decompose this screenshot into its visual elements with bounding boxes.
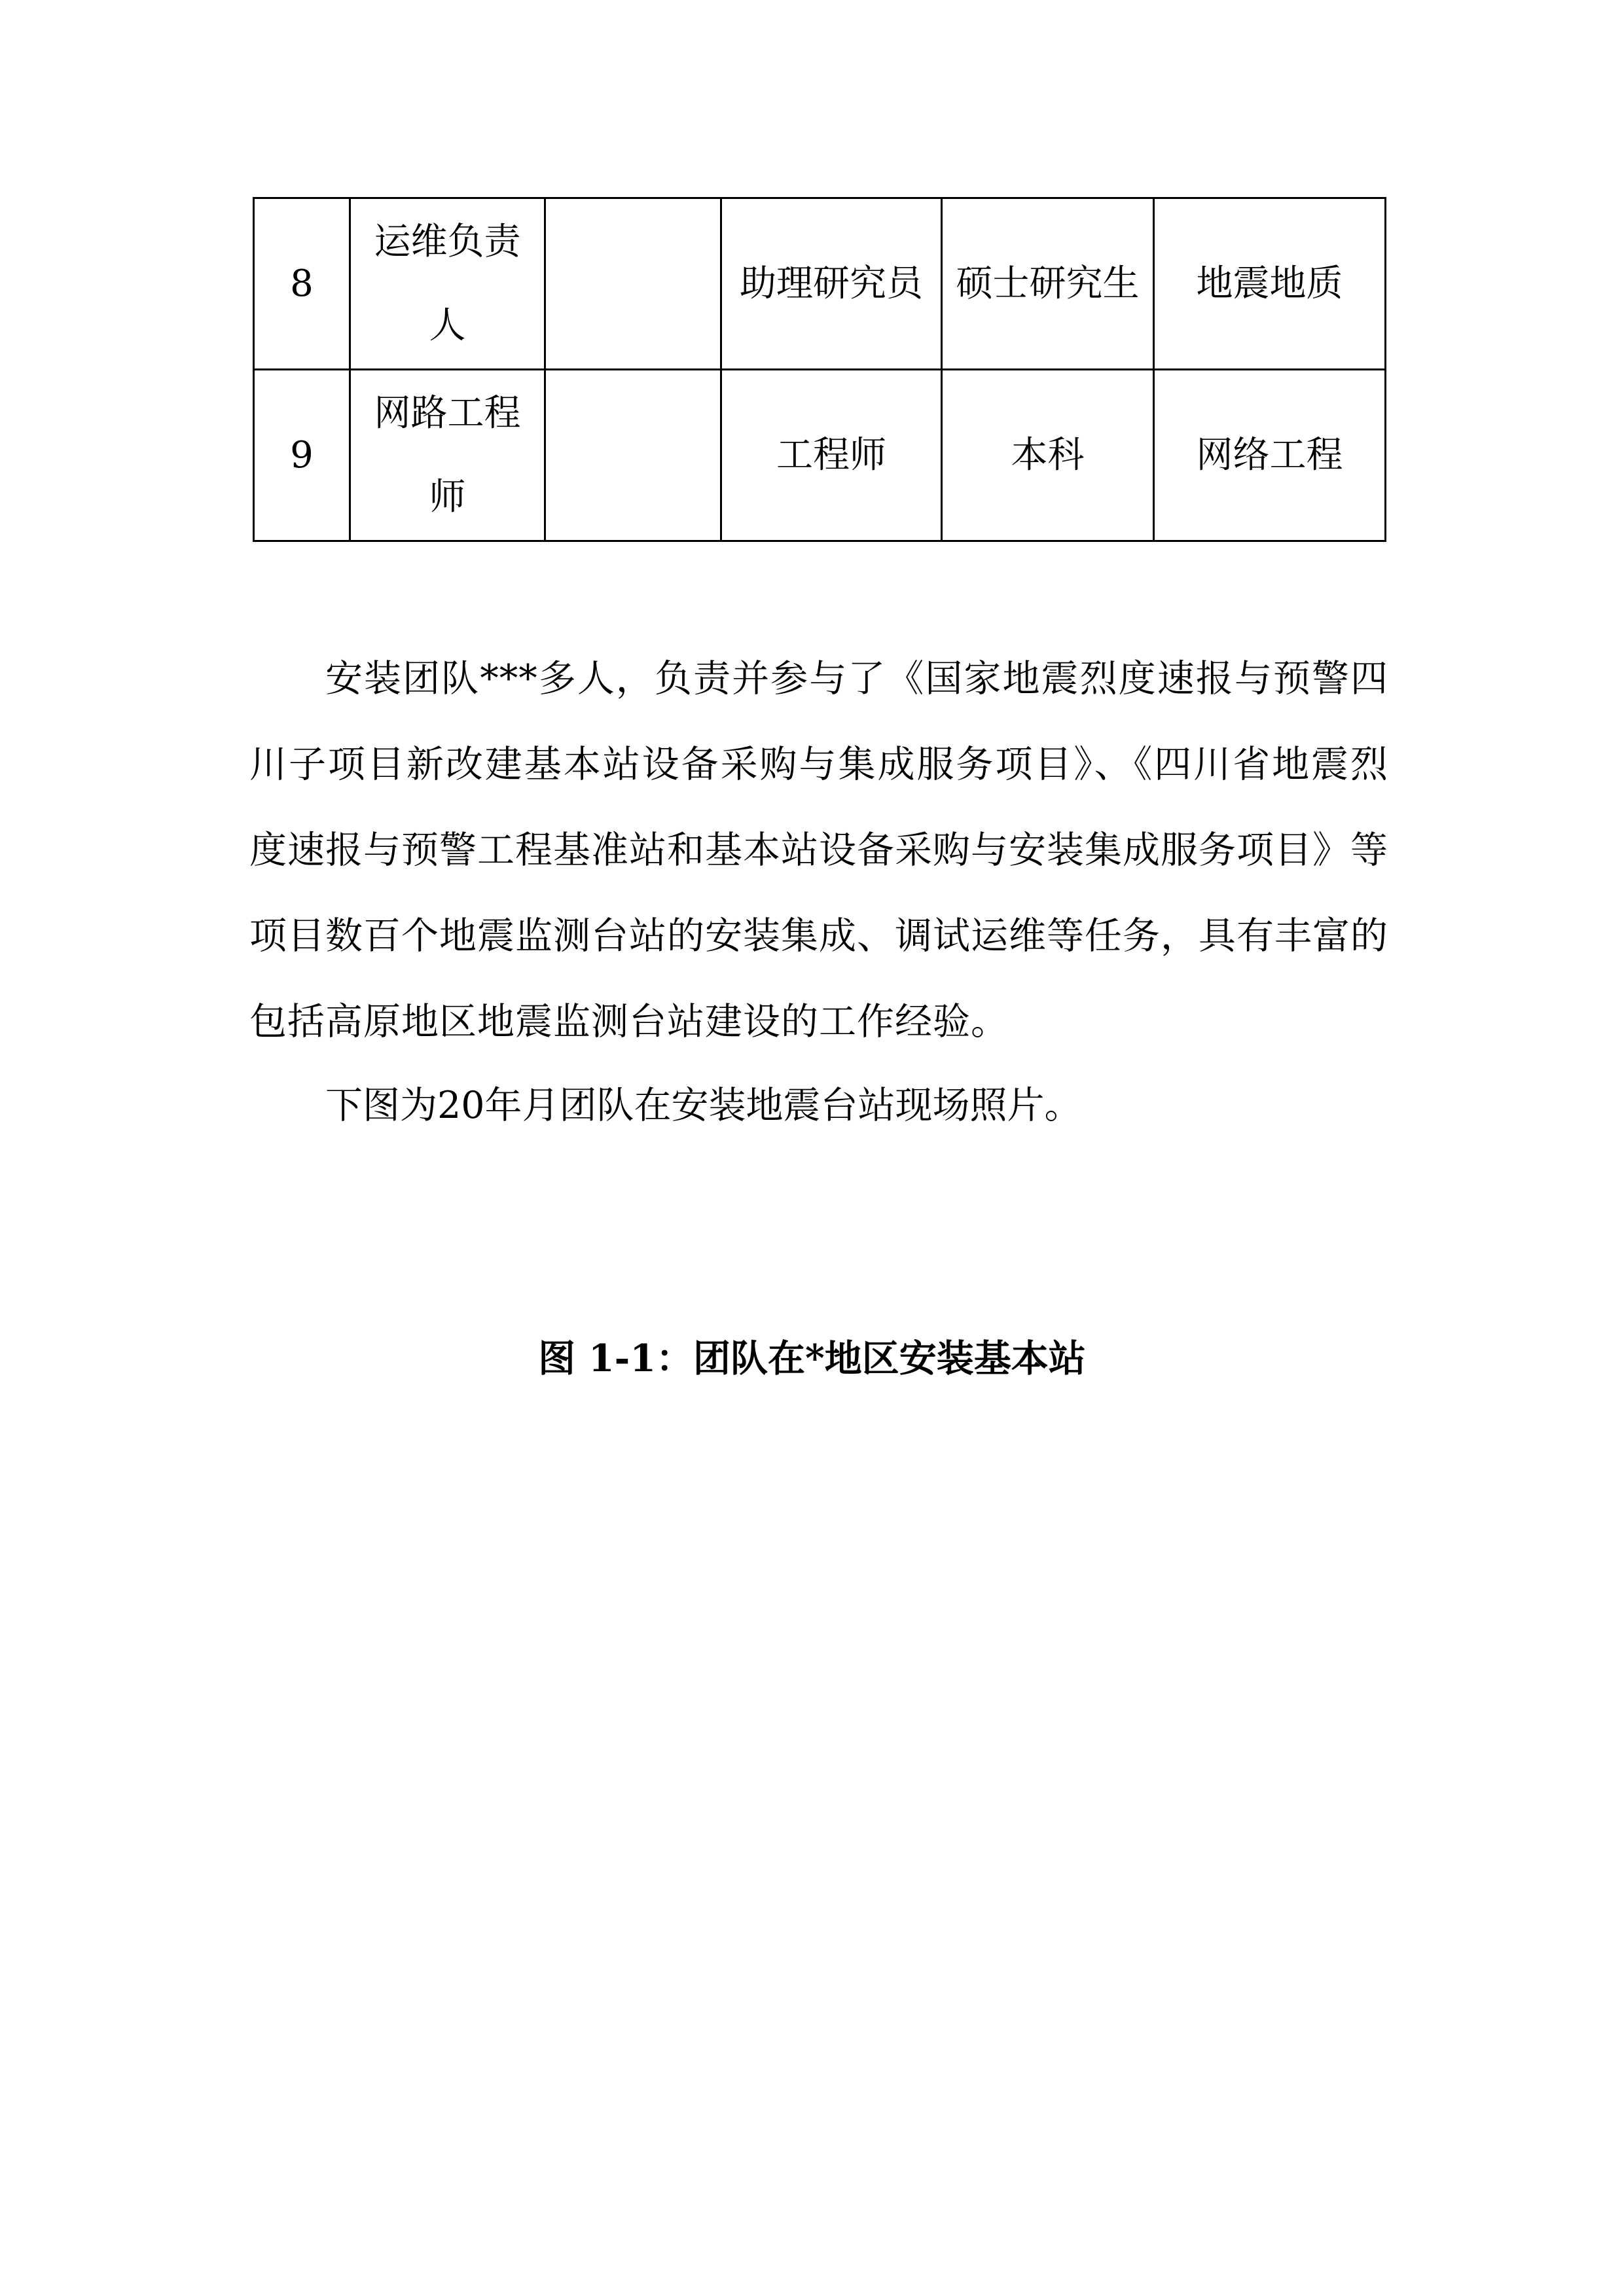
- cell-major: 网络工程: [1154, 370, 1386, 541]
- table-row: [254, 198, 1386, 370]
- cell-major: 地震地质: [1154, 198, 1386, 370]
- cell-role: 运维负责人: [350, 198, 545, 370]
- cell-title: 助理研究员: [721, 198, 942, 370]
- table-row: [254, 370, 1386, 541]
- cell-education: 本科: [942, 370, 1154, 541]
- body-paragraph: 安装团队***多人，负责并参与了《国家地震烈度速报与预警四川子项目新改建基本站设备采购与集成服务项目》、《四川省地震烈度速报与预警工程基准站和基本站设备采购与安装集成服务项目》等项目数百个地震监测台站的安装集成、调试运维等任务，具有丰富的包括高原地区地震监测台站建设的工作经验。: [249, 657, 1388, 1043]
- cell-no: 9: [254, 370, 350, 541]
- figure-caption: 图 1-1：团队在*地区安装基本站: [538, 1336, 1086, 1380]
- cell-education: 硕士研究生: [942, 198, 1154, 370]
- cell-name: [545, 370, 721, 541]
- cell-role: 网路工程师: [350, 370, 545, 541]
- cell-title: 工程师: [721, 370, 942, 541]
- cell-no: 8: [254, 198, 350, 370]
- body-paragraph: 下图为20年月团队在安装地震台站现场照片。: [325, 1084, 1082, 1127]
- cell-name: [545, 198, 721, 370]
- staff-table: [253, 197, 1386, 542]
